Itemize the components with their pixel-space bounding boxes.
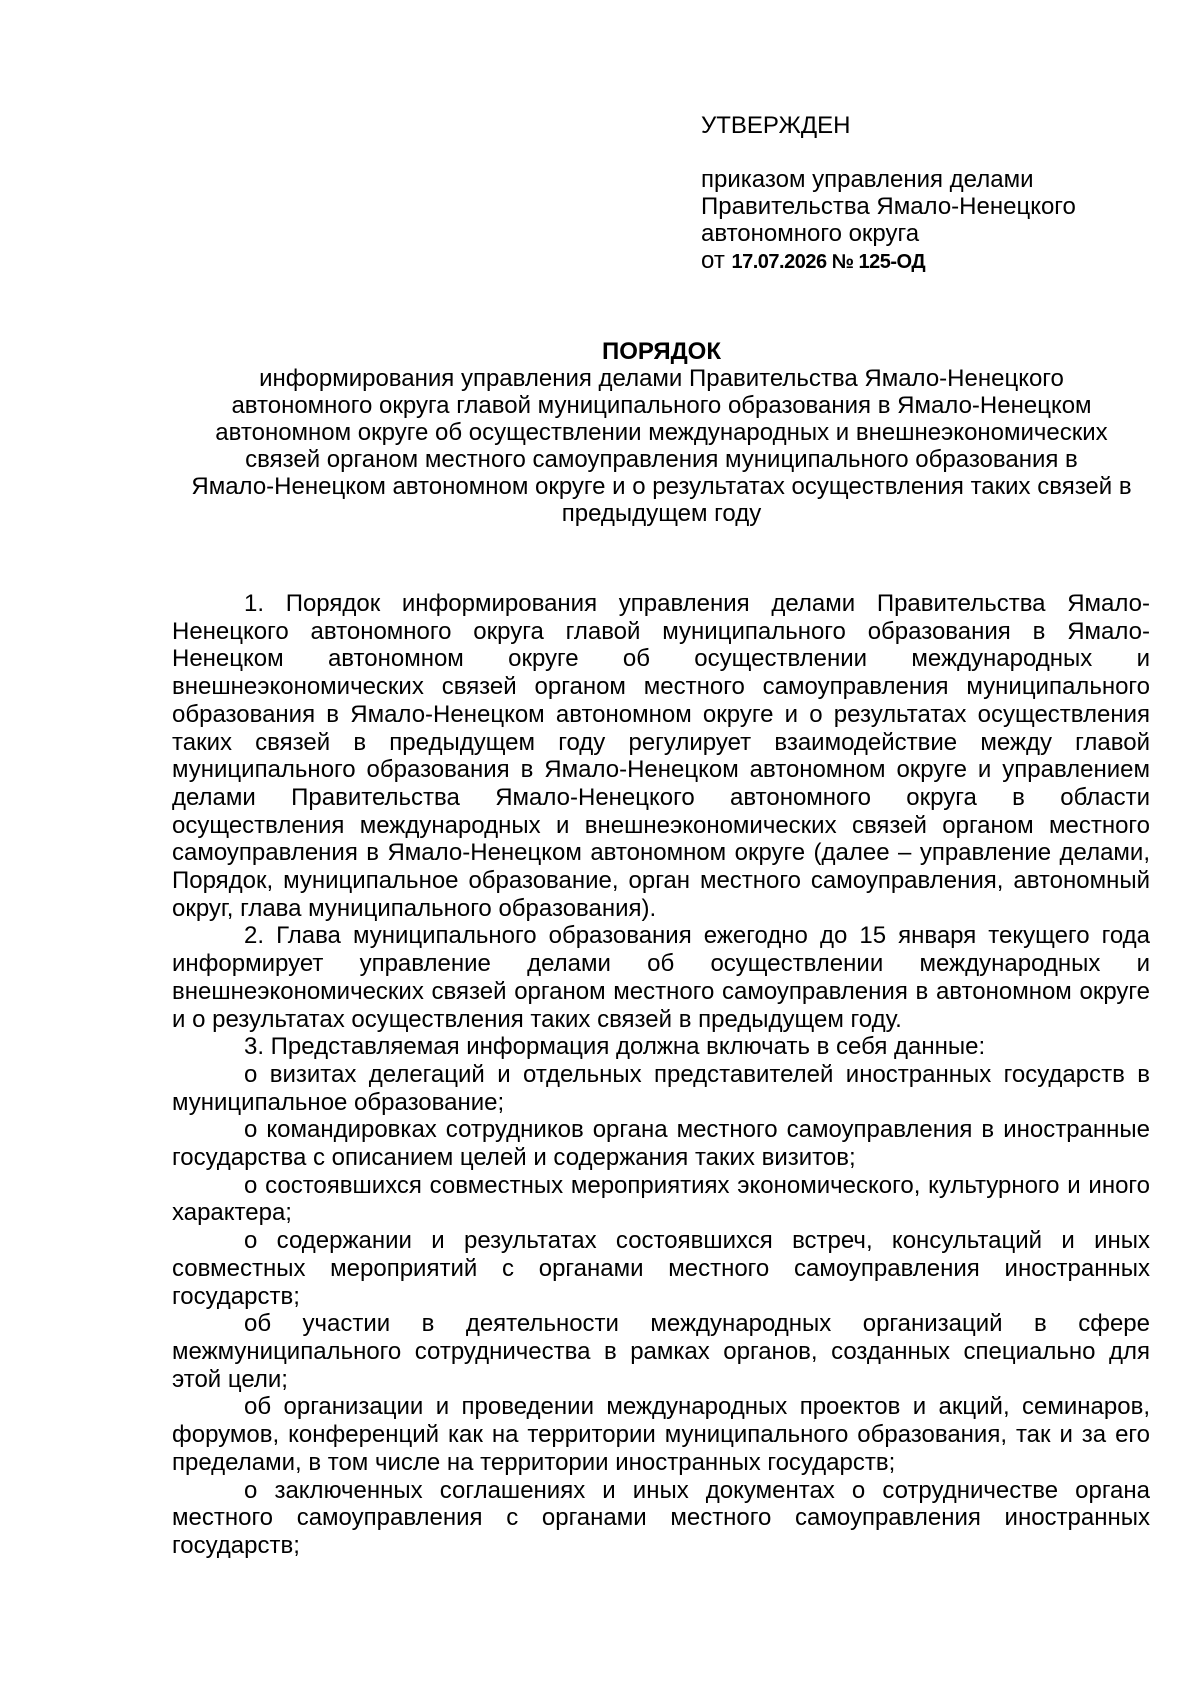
approval-line: Правительства Ямало-Ненецкого [701, 193, 1076, 220]
document-title: ПОРЯДОК [602, 338, 721, 365]
document-subtitle-line: информирования управления делами Правительства Ямало-Ненецкого [259, 365, 1064, 392]
list-item-visits: о визитах делегаций и отдельных представителей иностранных государств в муниципальное образование; [172, 1060, 1150, 1116]
document-body [172, 590, 1150, 1560]
approval-line: приказом управления делами [701, 166, 1034, 193]
document-subtitle-line: автономного округа главой муниципального образования в Ямало-Ненецком [231, 392, 1092, 419]
list-item-agreements: о заключенных соглашениях и иных документах о сотрудничестве органа местного самоуправления с органами местного самоуправления иностранных государств; [172, 1476, 1150, 1559]
approval-heading: УТВЕРЖДЕН [701, 112, 851, 139]
document-subtitle-line: предыдущем году [561, 500, 762, 527]
paragraph-1: 1. Порядок информирования управления делами Правительства Ямало-Ненецкого автономного округа главой муниципального образования в Ямало-Ненецком автономном округе об осуществлении международных и внешнеэкономических связей органом местного самоуправления муниципального образования в Ямало-Ненецком автономном округе и о результатах осуществления таких связей в предыдущем году регулирует взаимодействие между главой муниципального образования в Ямало-Ненецком автономном округе и управлением делами Правительства Ямало-Ненецкого автономного округа в области осуществления международных и внешнеэкономических связей органом местного самоуправления в Ямало-Ненецком автономном округе (далее – управление делами, Порядок, муниципальное образование, орган местного самоуправления, автономный округ, глава муниципального образования). [172, 590, 1150, 922]
list-item-international-orgs: об участии в деятельности международных организаций в сфере межмуниципального сотрудничества в рамках органов, созданных специально для этой цели; [172, 1310, 1150, 1393]
list-item-projects: об организации и проведении международных проектов и акций, семинаров, форумов, конференций как на территории муниципального образования, так и за его пределами, в том числе на территории иностранных государств; [172, 1393, 1150, 1476]
list-item-meetings: о содержании и результатах состоявшихся встреч, консультаций и иных совместных мероприятий с органами местного самоуправления иностранных государств; [172, 1227, 1150, 1310]
approval-date-line [701, 247, 1141, 276]
list-item-business-trips: о командировках сотрудников органа местного самоуправления в иностранные государства с описанием целей и содержания таких визитов; [172, 1116, 1150, 1172]
approval-line: автономного округа [701, 220, 920, 247]
document-subtitle-line: связей органом местного самоуправления муниципального образования в [245, 446, 1078, 473]
approval-block [701, 112, 1141, 276]
paragraph-2: 2. Глава муниципального образования ежегодно до 15 января текущего года информирует управление делами об осуществлении международных и внешнеэкономических связей органом местного самоуправления в автономном округе и о результатах осуществления таких связей в предыдущем году. [172, 922, 1150, 1033]
approval-date-stamp: 17.07.2026 № 125-ОД [731, 251, 926, 273]
document-title-block [160, 338, 1163, 527]
approval-date-prefix: от [701, 247, 725, 274]
document-subtitle-line: автономном округе об осуществлении международных и внешнеэкономических [215, 419, 1108, 446]
list-item-joint-events: о состоявшихся совместных мероприятиях экономического, культурного и иного характера; [172, 1171, 1150, 1227]
document-subtitle-line: Ямало-Ненецком автономном округе и о результатах осуществления таких связей в [191, 473, 1132, 500]
paragraph-3: 3. Представляемая информация должна включать в себя данные: [244, 1033, 986, 1061]
